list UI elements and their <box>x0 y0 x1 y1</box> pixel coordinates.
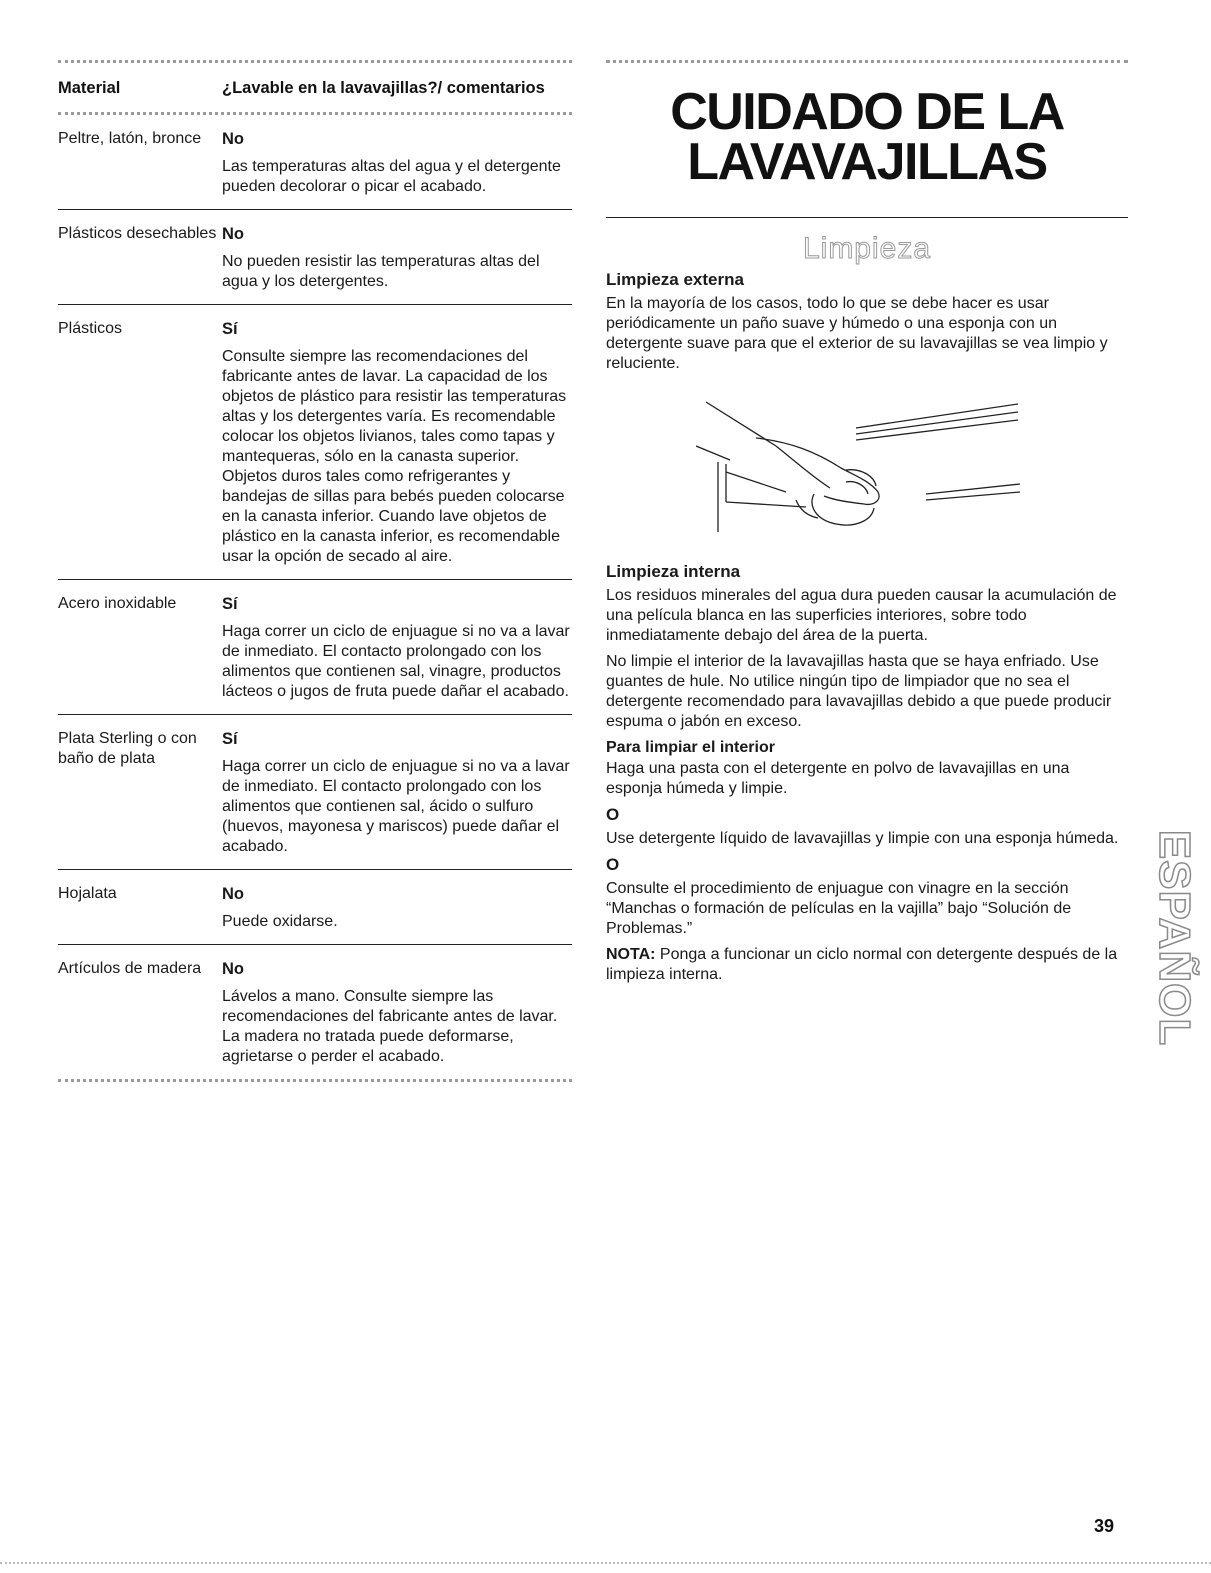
comment-text: No pueden resistir las temperaturas altas del agua y los detergentes. <box>222 253 540 290</box>
header-material: Material <box>58 79 121 97</box>
materials-table <box>58 60 572 1082</box>
comment-cell <box>222 729 572 857</box>
external-cleaning-heading: Limpieza externa <box>606 270 744 289</box>
note-text: Ponga a funcionar un ciclo normal con detergente después de la limpieza interna. <box>606 946 1118 983</box>
material-cell: Acero inoxidable <box>58 595 177 612</box>
comment-cell <box>222 959 572 1067</box>
comment-text: Lávelos a mano. Consulte siempre las recomendaciones del fabricante antes de lavar. La madera no tratada puede deformarse, agrietarse o perder el acabado. <box>222 988 558 1065</box>
clean-method-1: Haga una pasta con el detergente en polvo de lavavajillas en una esponja húmeda y limpie. <box>606 760 1070 797</box>
comment-text: Haga correr un ciclo de enjuague si no va a lavar de inmediato. El contacto prolongado con los alimentos que contienen sal, ácido o sulfuro (huevos, mayonesa y mariscos) puede dañar el acabado. <box>222 758 570 855</box>
header-comments: ¿Lavable en la lavavajillas?/ comentarios <box>222 79 545 97</box>
comment-text: Consulte siempre las recomendaciones del fabricante antes de lavar. La capacidad de los objetos de plástico para resistir las temperaturas altas y los detergentes varía. Es recomendable colocar los objetos livianos, tales como tapas y mantequeras, sólo en la canasta superior. Objetos duros tales como refrigerantes y bandejas de sillas para bebés pueden colocarse en la canasta inferior. Cuando lave objetos de plástico en la canasta inferior, es recomendable usar la opción de secado al aire. <box>222 348 567 565</box>
table-bottom-rule <box>58 1079 572 1082</box>
answer-text: No <box>222 225 244 243</box>
comment-cell <box>222 884 572 932</box>
comment-cell <box>222 319 572 567</box>
clean-interior-heading: Para limpiar el interior <box>606 739 775 756</box>
section-heading: Limpieza <box>802 232 932 265</box>
table-row <box>58 305 572 580</box>
note-label: NOTA: <box>606 946 656 963</box>
title-bottom-rule <box>606 217 1128 218</box>
material-cell: Artículos de madera <box>58 960 202 977</box>
language-tab-label: ESPAÑOL <box>1150 829 1199 1046</box>
comment-cell <box>222 594 572 702</box>
answer-text: No <box>222 885 244 903</box>
title-line-1: CUIDADO DE LA <box>670 83 1064 141</box>
answer-text: Sí <box>222 320 238 338</box>
external-cleaning-text: En la mayoría de los casos, todo lo que se debe hacer es usar periódicamente un paño suave y húmedo o una esponja con un detergente suave para que el exterior de su lavavajillas se vea limpio y reluciente. <box>606 295 1108 372</box>
internal-cleaning-text-1: Los residuos minerales del agua dura pueden causar la acumulación de una película blanca en las superficies interiores, sobre todo inmediatamente debajo del área de la puerta. <box>606 587 1117 644</box>
or-separator-1: O <box>606 805 620 824</box>
page-title <box>606 83 1128 191</box>
answer-text: No <box>222 960 244 978</box>
page-bottom-rule <box>0 1562 1211 1564</box>
table-row <box>58 945 572 1079</box>
table-header <box>58 63 572 112</box>
page-number: 39 <box>1094 1516 1115 1536</box>
comment-text: Haga correr un ciclo de enjuague si no va a lavar de inmediato. El contacto prolongado con los alimentos que contienen sal, vinagre, productos lácteos o jugos de fruta puede dañar el acabado. <box>222 623 570 700</box>
table-row <box>58 715 572 870</box>
material-cell: Peltre, latón, bronce <box>58 130 202 147</box>
table-row <box>58 580 572 715</box>
table-row <box>58 115 572 210</box>
internal-cleaning-text-2: No limpie el interior de la lavavajillas hasta que se haya enfriado. Use guantes de hule. No utilice ningún tipo de limpiador que no sea el detergente recomendado para lavavajillas debido a que puede producir espuma o jabón en exceso. <box>606 653 1112 730</box>
note-paragraph <box>606 945 1128 985</box>
comment-cell <box>222 129 572 197</box>
care-section <box>606 60 1128 991</box>
title-line-2: LAVAVAJILLAS <box>687 133 1047 191</box>
material-cell: Plásticos desechables <box>58 225 217 242</box>
answer-text: Sí <box>222 730 238 748</box>
material-cell: Plásticos <box>58 320 123 337</box>
clean-method-2: Use detergente líquido de lavavajillas y limpie con una esponja húmeda. <box>606 830 1119 847</box>
table-row <box>58 870 572 945</box>
internal-cleaning-heading: Limpieza interna <box>606 562 741 581</box>
language-side-tab <box>1150 815 1198 1060</box>
table-row <box>58 210 572 305</box>
comment-text: Puede oxidarse. <box>222 913 338 930</box>
clean-method-3: Consulte el procedimiento de enjuague con vinagre en la sección “Manchas o formación de películas en la vajilla” bajo “Solución de Problemas.” <box>606 880 1072 937</box>
title-top-rule <box>606 60 1128 63</box>
answer-text: No <box>222 130 244 148</box>
material-cell: Hojalata <box>58 885 117 902</box>
answer-text: Sí <box>222 595 238 613</box>
material-cell: Plata Sterling o con baño de plata <box>58 730 197 767</box>
hand-wiping-illustration <box>696 382 1026 552</box>
comment-text: Las temperaturas altas del agua y el detergente pueden decolorar o picar el acabado. <box>222 158 561 195</box>
or-separator-2: O <box>606 855 620 874</box>
comment-cell <box>222 224 572 292</box>
